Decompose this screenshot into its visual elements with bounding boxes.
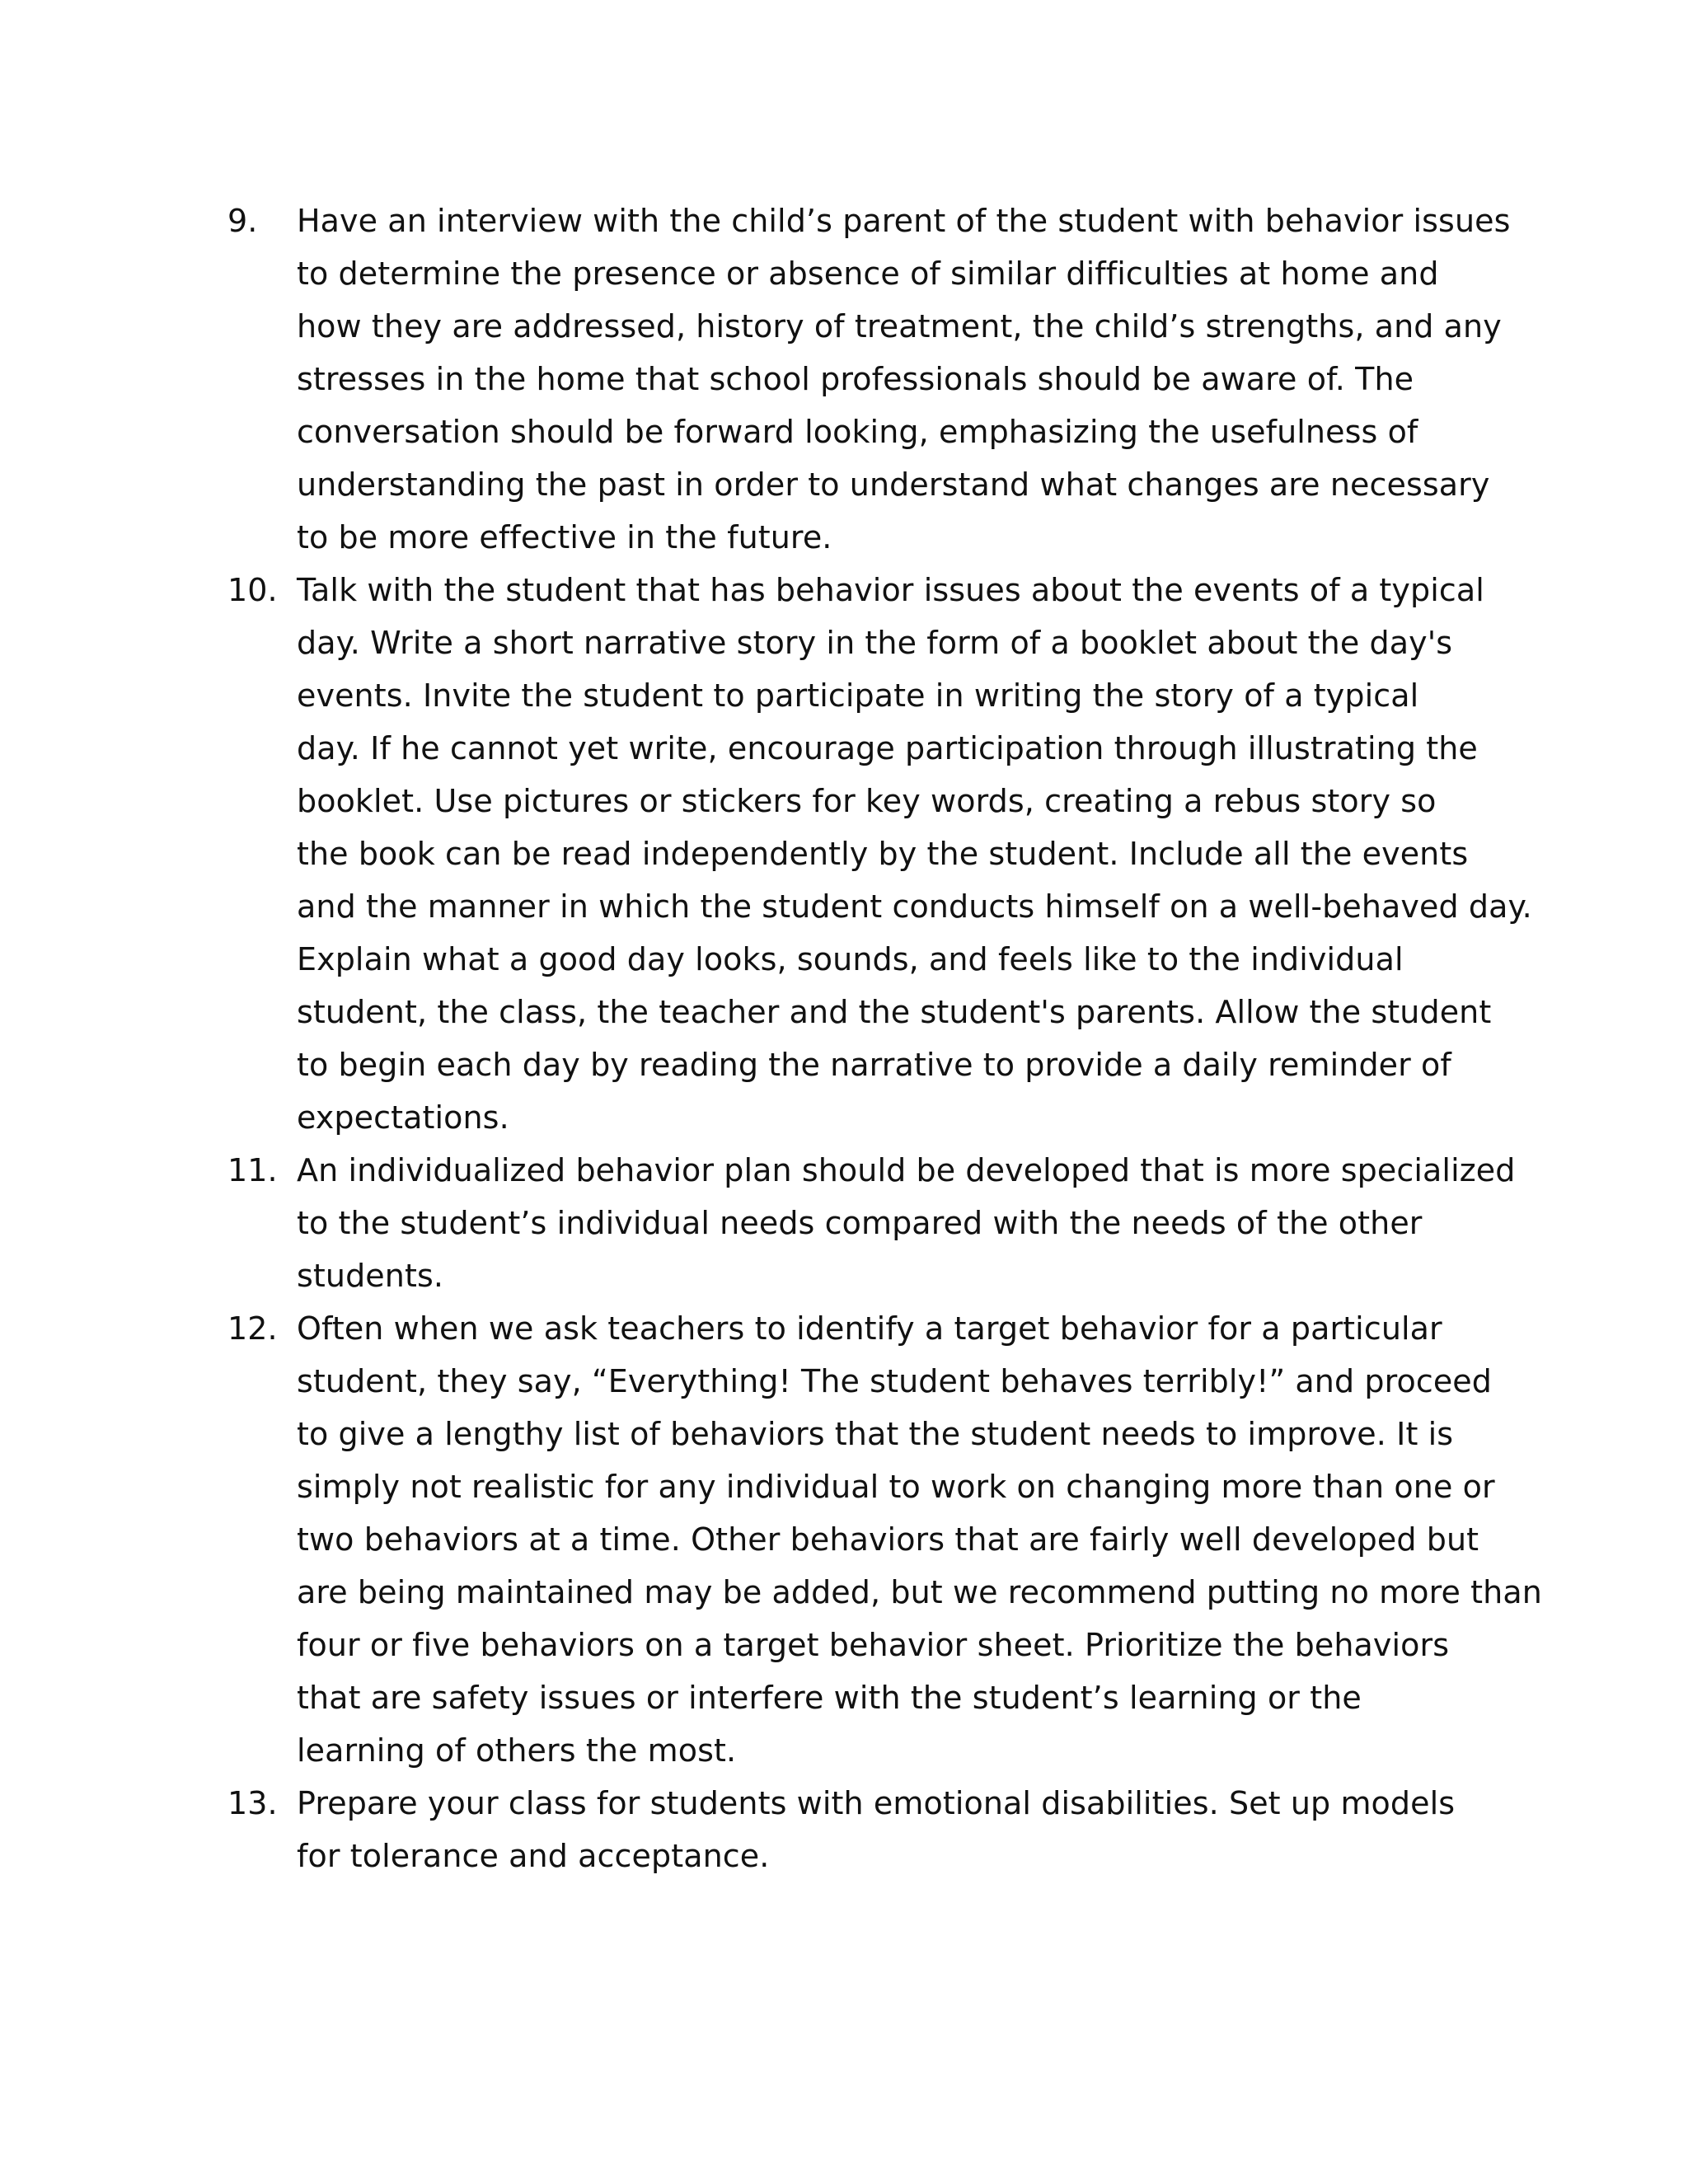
list-item-text-line: and the manner in which the student conducts himself on a well-behaved day. (297, 888, 1532, 925)
numbered-list (227, 194, 1542, 1882)
list-item-text-line: how they are addressed, history of treatment, the child’s strengths, and any (297, 308, 1502, 344)
list-item (227, 564, 1532, 1144)
list-item-text-line: day. Write a short narrative story in the form of a booklet about the day's (297, 625, 1453, 661)
list-item-text-line: stresses in the home that school professionals should be aware of. The (297, 361, 1414, 397)
list-item (227, 1144, 1516, 1302)
list-item (227, 1302, 1542, 1777)
list-item-text-line: understanding the past in order to understand what changes are necessary (297, 466, 1490, 503)
list-item-number: 9. (227, 203, 258, 239)
list-item-text-line: that are safety issues or interfere with the student’s learning or the (297, 1680, 1362, 1716)
list-item-text-line: Often when we ask teachers to identify a target behavior for a particular (297, 1310, 1442, 1347)
list-item-text-line: for tolerance and acceptance. (297, 1838, 770, 1874)
list-item-text-line: Have an interview with the child’s parent of the student with behavior issues (297, 203, 1511, 239)
list-item-text-line: the book can be read independently by the student. Include all the events (297, 836, 1469, 872)
list-item-text-line: to be more effective in the future. (297, 519, 832, 555)
list-item-text-line: to the student’s individual needs compared with the needs of the other (297, 1205, 1423, 1241)
list-item-text-line: student, the class, the teacher and the student's parents. Allow the student (297, 994, 1492, 1030)
list-item-number: 10. (227, 572, 278, 608)
list-item-text-line: Prepare your class for students with emotional disabilities. Set up models (297, 1785, 1456, 1821)
list-item-text-line: student, they say, “Everything! The student behaves terribly!” and proceed (297, 1363, 1493, 1399)
list-item-text-line: to determine the presence or absence of similar difficulties at home and (297, 255, 1439, 292)
list-item (227, 1777, 1480, 1882)
list-item-text-line: to begin each day by reading the narrative to provide a daily reminder of (297, 1047, 1451, 1083)
list-item-text-line: students. (297, 1258, 444, 1294)
list-item-text-line: events. Invite the student to participate in writing the story of a typical (297, 677, 1419, 714)
list-item-text-line: are being maintained may be added, but we recommend putting no more than (297, 1574, 1542, 1610)
list-item-text-line: four or five behaviors on a target behavior sheet. Prioritize the behaviors (297, 1627, 1450, 1663)
list-item-text-line: booklet. Use pictures or stickers for key words, creating a rebus story so (297, 783, 1437, 819)
list-item-text-line: learning of others the most. (297, 1732, 737, 1769)
list-item-text-line: Explain what a good day looks, sounds, and feels like to the individual (297, 941, 1404, 977)
list-item (227, 194, 1511, 564)
list-item-number: 11. (227, 1152, 278, 1188)
list-item-number: 12. (227, 1310, 278, 1347)
list-item-number: 13. (227, 1785, 278, 1821)
list-item-text-line: day. If he cannot yet write, encourage participation through illustrating the (297, 730, 1478, 766)
list-item-text-line: An individualized behavior plan should be developed that is more specialized (297, 1152, 1516, 1188)
list-item-text-line: two behaviors at a time. Other behaviors that are fairly well developed but (297, 1521, 1479, 1558)
list-item-text-line: to give a lengthy list of behaviors that the student needs to improve. It is (297, 1416, 1454, 1452)
list-item-text-line: expectations. (297, 1099, 509, 1136)
list-item-text-line: simply not realistic for any individual to work on changing more than one or (297, 1469, 1495, 1505)
list-item-text-line: conversation should be forward looking, emphasizing the usefulness of (297, 414, 1418, 450)
list-item-text-line: Talk with the student that has behavior issues about the events of a typical (297, 572, 1484, 608)
